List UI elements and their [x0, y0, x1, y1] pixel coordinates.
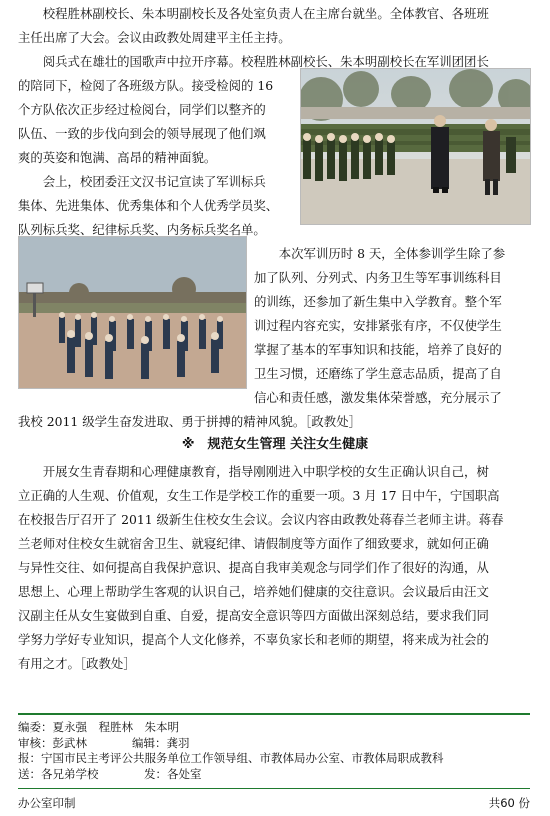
footer-editors: 编委：夏永强 程胜林 朱本明 — [18, 720, 179, 734]
text-line: 信心和责任感，激发集体荣誉感，充分展示了 — [254, 390, 502, 405]
footer-printer: 办公室印制 — [18, 796, 76, 810]
footer-top-rule — [18, 713, 530, 715]
text-line: 卫生习惯，还磨练了学生意志品质，提高了自 — [254, 366, 502, 381]
footer-review-line — [18, 736, 530, 752]
text-line: 本次军训历时 8 天，全体参训学生除了参 — [254, 246, 506, 261]
text-line: 在校报告厅召开了 2011 级新生住校女生会议。会议内容由政教处蒋春兰老师主讲。蒋春 — [18, 512, 504, 527]
footer-copies: 共60 份 — [488, 796, 530, 810]
text-line: 掌握了基本的军事知识和技能，培养了良好的 — [254, 342, 502, 357]
text-line: 与异性交往、如何提高自我保护意识、提高自我审美观念与同学们作了很好的沟通，从 — [18, 560, 489, 575]
footer-editor: 编辑：龚羽 — [132, 735, 190, 750]
article1-paragraph-3-last-line — [18, 410, 532, 434]
text-line: 学努力学好专业知识，提高个人文化修养，不辜负家长和老师的期望，将来成为社会的 — [18, 632, 489, 647]
text-line: 个方队依次正步经过检阅台，同学们以整齐的 — [18, 102, 266, 117]
text-line: 训过程内容充实，安排紧张有序，不仅使学生 — [254, 318, 502, 333]
text-line: 爽的英姿和饱满、高昂的精神面貌。 — [18, 150, 217, 165]
photo-drill-formation — [18, 236, 247, 389]
footer-bottom-rule — [18, 788, 530, 789]
article2-body — [18, 460, 532, 676]
text-line: 的训练，还参加了新生集中入学教育。整个军 — [254, 294, 502, 309]
text-line: 兰老师对住校女生就宿舍卫生、就寝纪律、请假制度等方面作了细致要求，就如何正确 — [18, 536, 489, 551]
text-line: 立正确的人生观、价值观，女生工作是学校工作的重要一项。3 月 17 日中午，宁国职高 — [18, 488, 500, 503]
text-line: 我校 2011 级学生奋发进取、勇于拼搏的精神风貌。［政教处］ — [18, 414, 361, 429]
footer-reviewer: 审核：彭武林 — [18, 735, 87, 750]
footer-report-to: 报：宁国市民主考评公共服务单位工作领导组、市教体局办公室、市教体局职成教科 — [18, 751, 444, 765]
photo-inspection-parade — [300, 68, 531, 225]
text-line: 思想上、心理上帮助学生客观的认识自己，培养她们健康的交往意识。会议最后由汪文 — [18, 584, 489, 599]
text-line: 有用之才。［政教处］ — [18, 656, 136, 671]
text-line: 主任出席了大会。会议由政教处周建平主任主持。 — [18, 30, 291, 45]
text-line: 队列标兵奖、纪律标兵奖、内务标兵奖名单。 — [18, 222, 266, 237]
article1-paragraph-3 — [254, 242, 532, 410]
article1-paragraph-1 — [18, 2, 532, 50]
text-line: 集体、先进集体、优秀集体和个人优秀学员奖、 — [18, 198, 279, 213]
article2-title: ※ 规范女生管理 关注女生健康 — [181, 437, 369, 452]
footer-credits — [18, 720, 530, 782]
text-line: 汉副主任从女生宴做到自重、自爱，提高安全意识等四方面做出深刻总结，要求我们同 — [18, 608, 489, 623]
text-line: 的陪同下，检阅了各班级方队。接受检阅的 16 — [18, 78, 274, 93]
text-line: 会上，校团委汪文汉书记宣读了军训标兵 — [18, 174, 266, 189]
text-line: 校程胜林副校长、朱本明副校长及各处室负责人在主席台就坐。全体教官、各班班 — [18, 6, 489, 21]
text-line: 加了队列、分列式、内务卫生等军事训练科目 — [254, 270, 502, 285]
footer-send-to: 送：各兄弟学校 — [18, 766, 99, 781]
footer-send-line — [18, 767, 530, 783]
text-line: 开展女生青春期和心理健康教育，指导刚刚进入中职学校的女生正确认识自己，树 — [18, 464, 489, 479]
text-line: 队伍、一致的步伐向到会的领导展现了他们飒 — [18, 126, 266, 141]
footer-distribute-to: 发：各处室 — [144, 766, 202, 781]
text-line: 阅兵式在雄壮的国歌声中拉开序幕。校程胜林副校长、朱本明副校长在军训团团长 — [18, 54, 489, 69]
